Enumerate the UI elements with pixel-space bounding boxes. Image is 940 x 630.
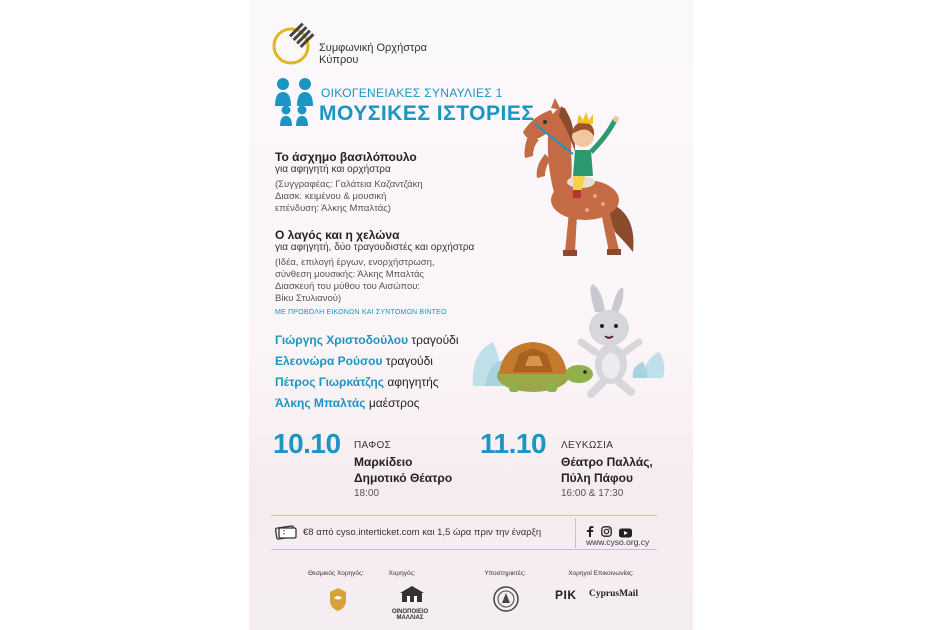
piece-1-title: Το άσχημο βασιλόπουλο xyxy=(275,150,417,164)
event-2-city: ΛΕΥΚΩΣΙΑ xyxy=(561,440,614,451)
piece-1-note-line: Διασκ. κειμένου & μουσική xyxy=(275,191,387,202)
winery-logo xyxy=(387,586,437,621)
event-1-city: ΠΑΦΟΣ xyxy=(354,440,392,451)
event-2-details xyxy=(561,440,691,499)
orchestra-logo xyxy=(271,22,319,68)
event-1-venue xyxy=(354,454,474,486)
performer-name: Γιώργης Χριστοδούλου xyxy=(275,333,409,347)
event-1-date: 10.10 xyxy=(273,428,341,459)
ticket-icon xyxy=(275,524,297,540)
sponsor-caption-main: Χορηγός: xyxy=(388,570,416,577)
performer-role: αφηγητής xyxy=(387,375,439,389)
orchestra-name-line1: Συμφωνική Ορχήστρα xyxy=(319,42,427,54)
piece-2-note-line: (Ιδέα, επιλογή έργων, ενορχήστρωση, xyxy=(275,257,435,268)
event-2-venue-line: Θέατρο Παλλάς, xyxy=(561,455,653,469)
sponsor-caption-media: Χορηγοί Επικοινωνίας: xyxy=(568,570,634,577)
sponsor-caption-supporters: Υποστηρικτές: xyxy=(484,570,526,577)
piece-1-subtitle: για αφηγητή και ορχήστρα xyxy=(275,164,391,175)
piece-2-title: Ο λαγός και η χελώνα xyxy=(275,228,400,242)
piece-1 xyxy=(275,150,515,215)
piece-1-notes xyxy=(275,179,515,215)
piece-2-note-line: Βίκυ Στυλιανού) xyxy=(275,293,342,304)
facebook-icon[interactable] xyxy=(585,524,595,535)
performer-role: τραγούδι xyxy=(411,333,459,347)
piece-1-note-line: επένδυση: Άλκης Μπαλτάς) xyxy=(275,203,391,214)
event-2-venue xyxy=(561,454,691,486)
performer-role: τραγούδι xyxy=(385,354,433,368)
event-1-venue-line: Μαρκίδειο xyxy=(354,455,413,469)
divider-top xyxy=(271,515,657,516)
rabbit-turtle-illustration xyxy=(463,282,673,406)
series-title: ΟΙΚΟΓΕΝΕΙΑΚΕΣ ΣΥΝΑΥΛΙΕΣ 1 xyxy=(321,86,503,100)
family-icon xyxy=(273,76,317,128)
event-2-time: 16:00 & 17:30 xyxy=(561,488,624,499)
supporter-seal-icon xyxy=(493,586,519,612)
event-2-date: 11.10 xyxy=(480,428,547,459)
piece-1-note-line: (Συγγραφέας: Γαλάτεια Καζαντζάκη xyxy=(275,179,423,190)
performers-list xyxy=(275,333,459,417)
promo-note: ΜΕ ΠΡΟΒΟΛΗ ΕΙΚΟΝΩΝ ΚΑΙ ΣΥΝΤΟΜΩΝ ΒΙΝΤΕΟ xyxy=(275,309,447,316)
event-2-venue-line: Πύλη Πάφου xyxy=(561,471,633,485)
poster xyxy=(249,0,693,630)
event-1-details xyxy=(354,440,474,499)
orchestra-name xyxy=(319,42,427,66)
performer-role: μαέστρος xyxy=(368,396,420,410)
rik-logo: ΡΙΚ xyxy=(555,588,577,602)
website-link[interactable]: www.cyso.org.cy xyxy=(586,537,650,547)
poster-title: ΜΟΥΣΙΚΕΣ ΙΣΤΟΡΙΕΣ xyxy=(319,102,535,125)
performer-row xyxy=(275,375,459,396)
performer-name: Ελεονώρα Ρούσου xyxy=(275,354,383,368)
cyprus-mail-logo: CyprusMail xyxy=(589,589,639,599)
performer-row xyxy=(275,333,459,354)
piece-2-note-line: σύνθεση μουσικής: Άλκης Μπαλτάς xyxy=(275,269,425,280)
instagram-icon[interactable] xyxy=(601,524,612,535)
performer-name: Άλκης Μπαλτάς xyxy=(275,396,366,410)
cyprus-emblem-icon xyxy=(327,586,349,612)
orchestra-name-line2: Κύπρου xyxy=(319,54,359,66)
piece-2-subtitle: για αφηγητή, δύο τραγουδιστές και ορχήστρα xyxy=(275,242,475,253)
piece-2-note-line: Διασκευή του μύθου του Αισώπου: xyxy=(275,281,421,292)
youtube-icon[interactable] xyxy=(619,525,632,535)
divider-bottom xyxy=(271,549,657,550)
performer-name: Πέτρος Γιωρκάτζης xyxy=(275,375,384,389)
event-1-time: 18:00 xyxy=(354,488,380,499)
divider-vertical xyxy=(575,518,576,548)
event-1-venue-line: Δημοτικό Θέατρο xyxy=(354,471,453,485)
performer-row xyxy=(275,396,459,417)
ticket-info: €8 από cyso.interticket.com και 1,5 ώρα πριν την έναρξη xyxy=(303,527,542,538)
sponsor-caption-thematic: Θεσμικός Χορηγός: xyxy=(308,570,364,577)
performer-row xyxy=(275,354,459,375)
winery-name: ΟΙΝΟΠΟΙΕΙΟ ΜΑΛΛΙΑΣ xyxy=(391,609,429,621)
